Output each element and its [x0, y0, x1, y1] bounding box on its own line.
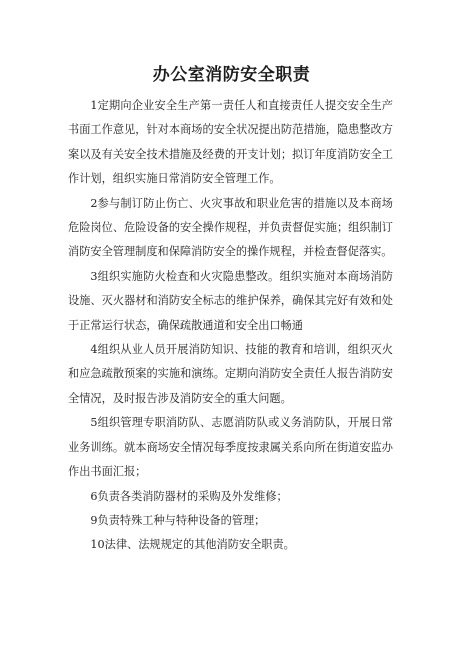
paragraph-6: 6负责各类消防器材的采购及外发维修； — [90, 489, 288, 503]
paragraph-8: 10法律、法规规定的其他消防安全职责。 — [90, 538, 295, 552]
paragraph-3: 3组织实施防火检查和火灾隐患整改。组织实施对本商场消防设施、灭火器材和消防安全标志的维护保养，确保其完好有效和处于正常运行状态，确保疏散通道和安全出口畅通 — [68, 269, 393, 332]
paragraph-1: 1定期向企业安全生产第一责任人和直接责任人提交安全生产书面工作意见，针对本商场的安全状况提出防范措施，隐患整改方案以及有关安全技术措施及经费的开支计划；拟订年度消防安全工作计划，组织实施日常消防安全管理工作。 — [68, 99, 393, 186]
paragraph-2: 2参与制订防止伤亡、火灾事故和职业危害的措施以及本商场危险岗位、危险设备的安全操作规程，并负责督促实施；组织制订消防安全管理制度和保障消防安全的操作规程，并检查督促落实。 — [68, 196, 393, 259]
paragraph-7: 9负责特殊工种与特种设备的管理； — [90, 513, 266, 527]
document-title: 办公室消防安全职责 — [152, 65, 311, 85]
paragraph-5: 5组织管理专职消防队、志愿消防队或义务消防队，开展日常业务训练。就本商场安全情况每季度按隶属关系向所在街道安监办作出书面汇报； — [68, 416, 393, 479]
paragraph-4: 4组织从业人员开展消防知识、技能的教育和培训，组织灭火和应急疏散预案的实施和演练。定期向消防安全责任人报告消防安全情况，及时报告涉及消防安全的重大问题。 — [68, 343, 393, 405]
document-body — [68, 94, 393, 558]
